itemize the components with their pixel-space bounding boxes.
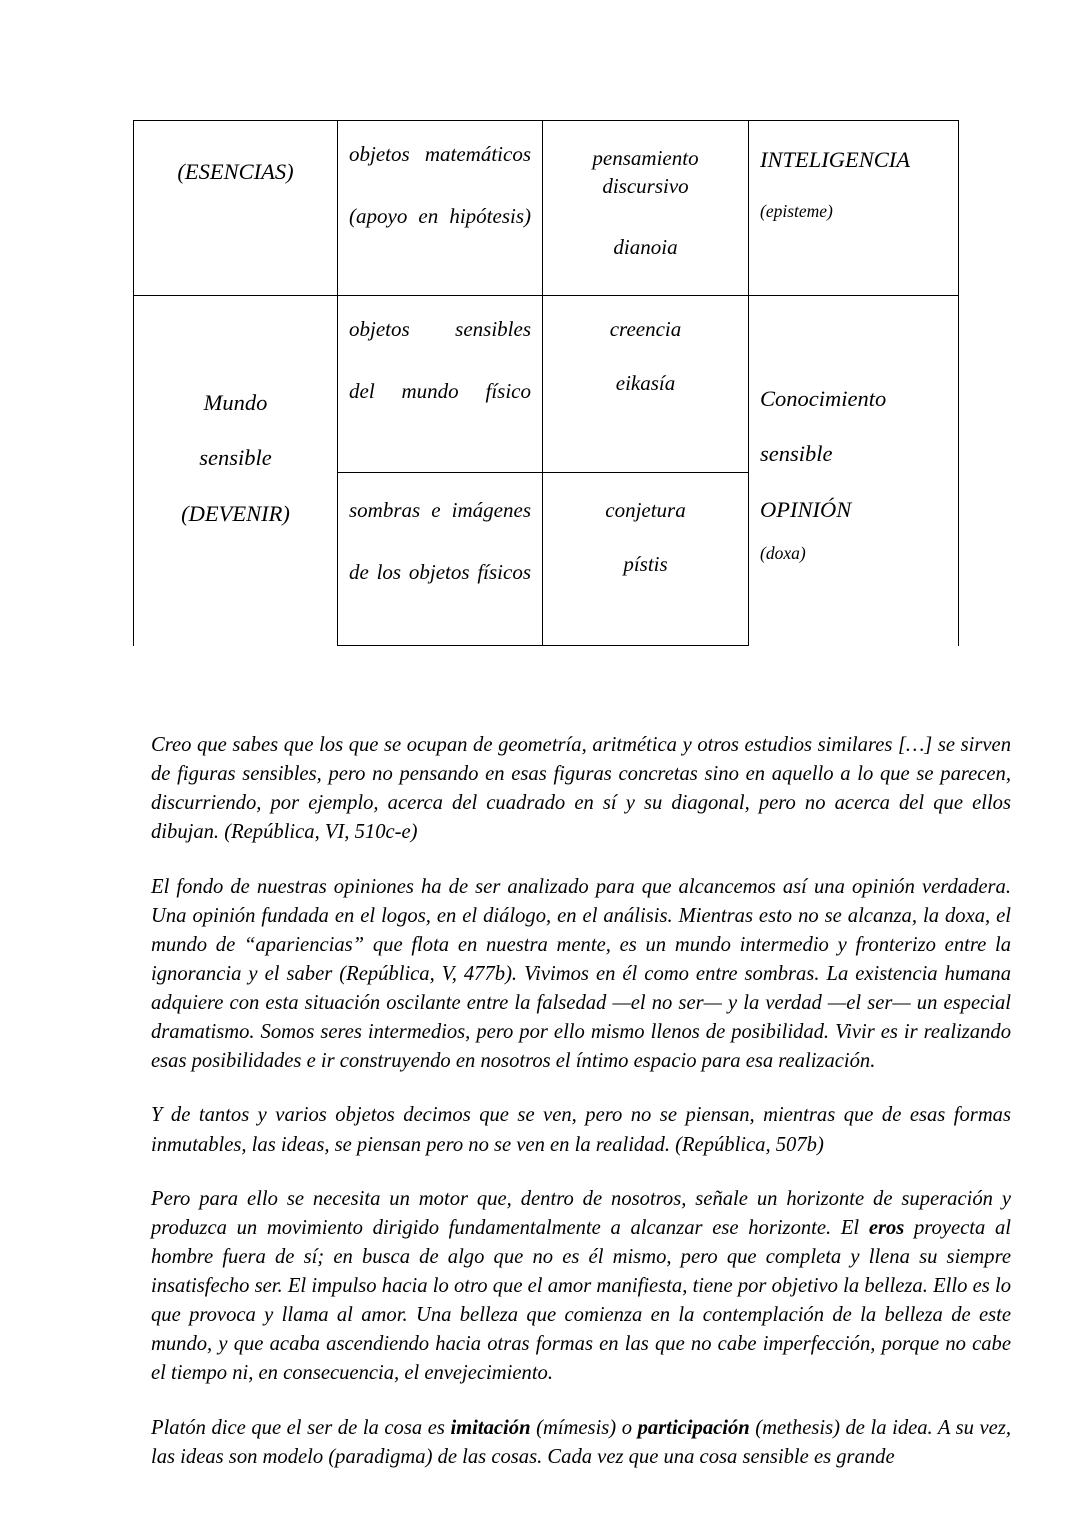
knowledge-conjetura-primary: conjetura <box>605 498 686 522</box>
world-label-mundo: Mundo <box>203 390 268 415</box>
cell-objects-mathematical <box>338 121 543 296</box>
cell-objects-sensible <box>338 296 543 473</box>
faculty-inteligencia-greek: (episteme) <box>760 201 833 222</box>
table-row <box>134 296 959 473</box>
table-row <box>134 121 959 296</box>
paragraph-republica-510: Creo que sabes que los que se ocupan de geometría, aritmética y otros estudios similares […] se sirven de figuras sensibles, pero no pensando en esas figuras concretas sino en aquello a lo que se parecen, discurriendo, por ejemplo, acerca del cuadrado en sí y su diagonal, pero no acerca del que ellos dibujan. (República, VI, 510c-e) <box>151 734 1011 844</box>
knowledge-dianoia-primary: pensamiento discursivo <box>592 146 699 198</box>
knowledge-creencia-greek: eikasía <box>615 370 676 395</box>
cell-faculty-inteligencia <box>749 121 959 296</box>
cell-world-esencias <box>134 121 338 296</box>
faculty-inteligencia-label: INTELIGENCIA <box>760 147 911 172</box>
paragraph-eros-part1: Pero para ello se necesita un motor que, dentro de nosotros, señale un horizonte de superación y produzca un movimiento dirigido fundamentalmente a alcanzar ese horizonte. El <box>151 1187 1011 1239</box>
faculty-conocimiento-label: Conocimiento <box>760 386 887 411</box>
faculty-opinion-label: OPINIÓN <box>760 496 852 522</box>
paragraph-republica-507: Y de tantos y varios objetos decimos que se ven, pero no se piensan, mientras que de esas formas inmutables, las ideas, se piensan pero no se ven en la realidad. (República, 507b) <box>151 1104 1011 1156</box>
paragraph-mimesis-part1: Platón dice que el ser de la cosa es <box>151 1416 451 1439</box>
keyword-eros: eros <box>868 1216 905 1239</box>
objects-shadows-primary: sombras e imágenes <box>349 498 531 522</box>
keyword-participacion: participación <box>637 1416 750 1439</box>
world-label-esencias: (ESENCIAS) <box>177 159 294 184</box>
objects-sensible-primary: objetos sensibles <box>349 317 531 341</box>
faculty-opinion-greek: (doxa) <box>760 542 806 563</box>
world-label-sensible: sensible <box>199 445 272 471</box>
cell-world-sensible <box>134 296 338 646</box>
world-label-devenir: (DEVENIR) <box>181 500 290 526</box>
knowledge-conjetura-greek: pístis <box>623 551 668 576</box>
divided-line-table <box>133 120 959 646</box>
paragraph-mimesis-part2: (mímesis) o <box>530 1416 638 1439</box>
cell-objects-shadows <box>338 473 543 646</box>
cell-knowledge-dianoia <box>543 121 749 296</box>
faculty-sensible-label: sensible <box>760 441 833 467</box>
keyword-imitacion: imitación <box>450 1416 531 1439</box>
knowledge-creencia-primary: creencia <box>609 317 682 341</box>
knowledge-dianoia-greek: dianoia <box>613 235 678 260</box>
paragraph-mimesis-methesis <box>151 1414 1011 1472</box>
objects-mathematical-primary: objetos matemáticos <box>349 142 531 166</box>
paragraph-mimesis-part3: (methesis) de la idea. A su vez, las ideas son modelo (paradigma) de las cosas. Cada vez que una cosa sensible es grande <box>151 1416 1011 1468</box>
cell-knowledge-creencia <box>543 296 749 473</box>
objects-mathematical-note: (apoyo en hipótesis) <box>349 203 531 228</box>
objects-sensible-qualifier: del mundo físico <box>349 378 531 403</box>
objects-shadows-qualifier: de los objetos físicos <box>349 559 531 584</box>
paragraph-doxa-opinion: El fondo de nuestras opiniones ha de ser analizado para que alcancemos así una opinión verdadera. Una opinión fundada en el logos, en el diálogo, en el análisis. Mientras esto no se alcanza, la doxa, el mundo de “apariencias” que flota en nuestra mente, es un mundo intermedio y fronterizo entre la ignorancia y el saber (República, V, 477b). Vivimos en él como entre sombras. La existencia humana adquiere con esta situación oscilante entre la falsedad —el no ser— y la verdad —el ser— un especial dramatismo. Somos seres intermedios, pero por ello mismo llenos de posibilidad. Vivir es ir realizando esas posibilidades e ir construyendo en nosotros el íntimo espacio para esa realización. <box>151 875 1011 1073</box>
paragraph-eros <box>151 1185 1011 1389</box>
body-text-block <box>151 731 1011 1472</box>
cell-faculty-opinion <box>749 296 959 646</box>
paragraph-eros-part2: proyecta al hombre fuera de sí; en busca de algo que no es él mismo, pero que completa y llena su siempre insatisfecho ser. El impulso hacia lo otro que el amor manifiesta, tiene por objetivo la belleza. Ello es lo que provoca y llama al amor. Una belleza que comienza en la contemplación de la belleza de este mundo, y que acaba ascendiendo hacia otras formas en las que no cabe imperfección, porque no cabe el tiempo ni, en consecuencia, el envejecimiento. <box>151 1216 1011 1385</box>
cell-knowledge-conjetura <box>543 473 749 646</box>
